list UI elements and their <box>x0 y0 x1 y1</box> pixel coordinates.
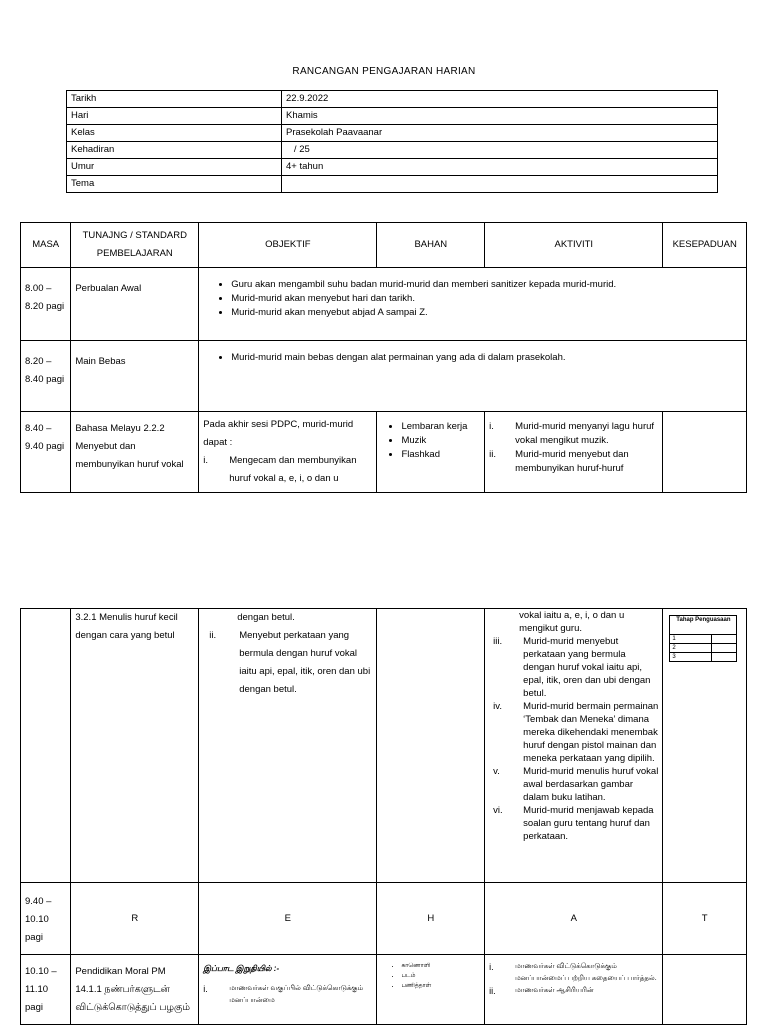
page-2 <box>0 560 768 1024</box>
info-row <box>67 176 718 193</box>
header-aktiviti: AKTIVITI <box>485 223 663 268</box>
list-item: • Murid-murid akan menyebut abjad A sampai Z. <box>231 306 734 320</box>
table-row <box>21 341 747 412</box>
item-text: Murid-murid bermain permainan ‘Tembak dan Meneka’ dimana mereka dikehendaki menembak huruf dengan pistol mainan dan meneka perkataan yang dipilih. <box>523 701 659 764</box>
item-number: iv. <box>493 701 502 712</box>
bahan-cell <box>377 412 485 493</box>
bullet-list <box>381 420 480 462</box>
info-label: Hari <box>67 108 282 125</box>
item-number: i. <box>203 455 208 466</box>
aktiviti-continued: vokal iaitu a, e, i, o dan u mengikut guru. <box>519 610 625 634</box>
rehat-letter: R <box>71 883 199 955</box>
info-value: / 25 <box>282 142 718 159</box>
info-value: Khamis <box>282 108 718 125</box>
rehat-letter: E <box>199 883 377 955</box>
list-item: • படம் <box>401 971 480 981</box>
info-label: Umur <box>67 159 282 176</box>
list-item <box>489 961 658 985</box>
masa-cell: 8.00 – 8.20 pagi <box>21 268 71 341</box>
table-row <box>21 609 747 883</box>
item-text: Murid-murid menyebut perkataan yang bermula dengan huruf vokal iaitu api, epal, itik, oren dan ubi dengan betul. <box>523 636 651 699</box>
bullet-list <box>211 351 734 365</box>
rehat-letter: A <box>485 883 663 955</box>
list-item <box>489 765 658 804</box>
standard-cell: Perbualan Awal <box>71 268 199 341</box>
item-text: Murid-murid menjawab kepada soalan guru tentang huruf dan perkataan. <box>523 805 654 842</box>
info-row <box>67 159 718 176</box>
rehat-letter: T <box>663 883 747 955</box>
kesepaduan-cell <box>663 412 747 493</box>
standard-cell: Bahasa Melayu 2.2.2 Menyebut dan membunyikan huruf vokal <box>71 412 199 493</box>
list-item: • Guru akan mengambil suhu badan murid-murid dan memberi sanitizer kepada murid-murid. <box>231 278 734 292</box>
item-text: Murid-murid menyebut dan membunyikan huruf-huruf <box>515 449 629 474</box>
objektif-cell <box>199 609 377 883</box>
bullet-list <box>211 278 734 320</box>
table-row <box>21 955 747 1025</box>
lesson-plan-table-continued <box>20 608 747 1025</box>
header-masa: MASA <box>21 223 71 268</box>
rehat-letter: H <box>377 883 485 955</box>
masa-cell: 8.40 – 9.40 pagi <box>21 412 71 493</box>
info-value <box>282 176 718 193</box>
list-item: • பணித்தாள் <box>401 981 480 991</box>
list-item: • Flashkad <box>401 448 480 462</box>
objektif-cell <box>199 341 747 412</box>
aktiviti-cell <box>485 412 663 493</box>
info-row <box>67 142 718 159</box>
info-value: 22.9.2022 <box>282 91 718 108</box>
objektif-cell <box>199 412 377 493</box>
info-row <box>67 108 718 125</box>
tahap-penguasaan-table <box>669 615 737 662</box>
document-title: RANCANGAN PENGAJARAN HARIAN <box>292 66 476 77</box>
item-text: Murid-murid menulis huruf vokal awal berdasarkan gambar dalam buku latihan. <box>523 766 659 803</box>
tahap-blank <box>712 635 737 644</box>
list-item: • Murid-murid akan menyebut hari dan tarikh. <box>231 292 734 306</box>
list-item <box>489 635 658 700</box>
tahap-row <box>670 644 737 653</box>
header-kesepaduan: KESEPADUAN <box>663 223 747 268</box>
item-number: i. <box>489 962 494 972</box>
info-row <box>67 125 718 142</box>
standard-cell: 3.2.1 Menulis huruf kecil dengan cara yang betul <box>71 609 199 883</box>
list-item <box>203 452 372 488</box>
table-row <box>21 412 747 493</box>
masa-cell: 10.10 – 11.10 pagi <box>21 955 71 1025</box>
kesepaduan-cell <box>663 609 747 883</box>
list-item <box>489 448 658 476</box>
aktiviti-cell <box>485 955 663 1025</box>
tahap-level: 2 <box>670 644 712 653</box>
header-standard: TUNAJNG / STANDARD PEMBELAJARAN <box>71 223 199 268</box>
masa-cell: 8.20 – 8.40 pagi <box>21 341 71 412</box>
item-text: Menyebut perkataan yang bermula dengan huruf vokal iaitu api, epal, itik, oren dan ubi dengan betul. <box>239 630 371 695</box>
objektif-intro: இப்பாட இறுதியில் :- <box>203 964 280 973</box>
tahap-level: 3 <box>670 653 712 662</box>
aktiviti-cell <box>485 609 663 883</box>
item-number: ii. <box>489 986 496 996</box>
kesepaduan-cell <box>663 955 747 1025</box>
item-number: i. <box>203 984 208 994</box>
standard-cell: Pendidikan Moral PM 14.1.1 நண்பர்களுடன் விட்டுக்கொடுத்துப் பழகும் <box>71 955 199 1025</box>
info-label: Tema <box>67 176 282 193</box>
page-1 <box>0 0 768 490</box>
info-table <box>66 90 718 193</box>
item-text: மாணவர்கள் ஆசிரியரின் <box>515 987 594 994</box>
list-item <box>203 627 372 699</box>
bahan-cell <box>377 609 485 883</box>
item-number: v. <box>493 766 500 777</box>
list-item <box>489 985 658 997</box>
bullet-list <box>381 961 480 991</box>
tahap-blank <box>712 653 737 662</box>
list-item: • Lembaran kerja <box>401 420 480 434</box>
item-text: Murid-murid menyanyi lagu huruf vokal mengikut muzik. <box>515 421 655 446</box>
objektif-cell <box>199 955 377 1025</box>
standard-cell: Main Bebas <box>71 341 199 412</box>
rehat-row <box>21 883 747 955</box>
info-label: Tarikh <box>67 91 282 108</box>
tahap-header-row <box>670 616 737 635</box>
objektif-continued: dengan betul. <box>237 612 295 623</box>
tahap-blank <box>712 644 737 653</box>
item-text: மாணவர்கள் விட்டுக்கொடுக்கும் மனப்பான்மைப் பற்றிய கதையைப் பார்த்தல். <box>515 963 657 982</box>
header-bahan: BAHAN <box>377 223 485 268</box>
masa-cell <box>21 609 71 883</box>
info-value: Prasekolah Paavaanar <box>282 125 718 142</box>
header-row <box>21 223 747 268</box>
tahap-title: Tahap Penguasaan <box>670 616 737 635</box>
list-item <box>489 420 658 448</box>
item-number: vi. <box>493 805 503 816</box>
tahap-level: 1 <box>670 635 712 644</box>
info-value: 4+ tahun <box>282 159 718 176</box>
list-item: • Murid-murid main bebas dengan alat permainan yang ada di dalam prasekolah. <box>231 351 734 365</box>
item-number: i. <box>489 421 494 432</box>
objektif-cell <box>199 268 747 341</box>
bahan-cell <box>377 955 485 1025</box>
list-item <box>489 700 658 765</box>
objektif-intro: Pada akhir sesi PDPC, murid-murid dapat : <box>203 419 354 448</box>
item-number: ii. <box>489 449 497 460</box>
item-number: ii. <box>209 630 217 641</box>
list-item: • Muzik <box>401 434 480 448</box>
list-item <box>203 983 372 1007</box>
item-text: Mengecam dan membunyikan huruf vokal a, e, i, o dan u <box>229 455 357 484</box>
table-row <box>21 268 747 341</box>
info-label: Kelas <box>67 125 282 142</box>
list-item: • காணொளி <box>401 961 480 971</box>
tahap-row <box>670 653 737 662</box>
header-objektif: OBJEKTIF <box>199 223 377 268</box>
masa-cell: 9.40 – 10.10 pagi <box>21 883 71 955</box>
info-label: Kehadiran <box>67 142 282 159</box>
info-row <box>67 91 718 108</box>
item-text: மாணவர்கள் வகுப்பில் விட்டுக்கொடுக்கும் மனப்பான்மை <box>229 985 364 1004</box>
item-number: iii. <box>493 636 503 647</box>
tahap-row <box>670 635 737 644</box>
list-item <box>489 804 658 843</box>
lesson-plan-table <box>20 222 747 493</box>
